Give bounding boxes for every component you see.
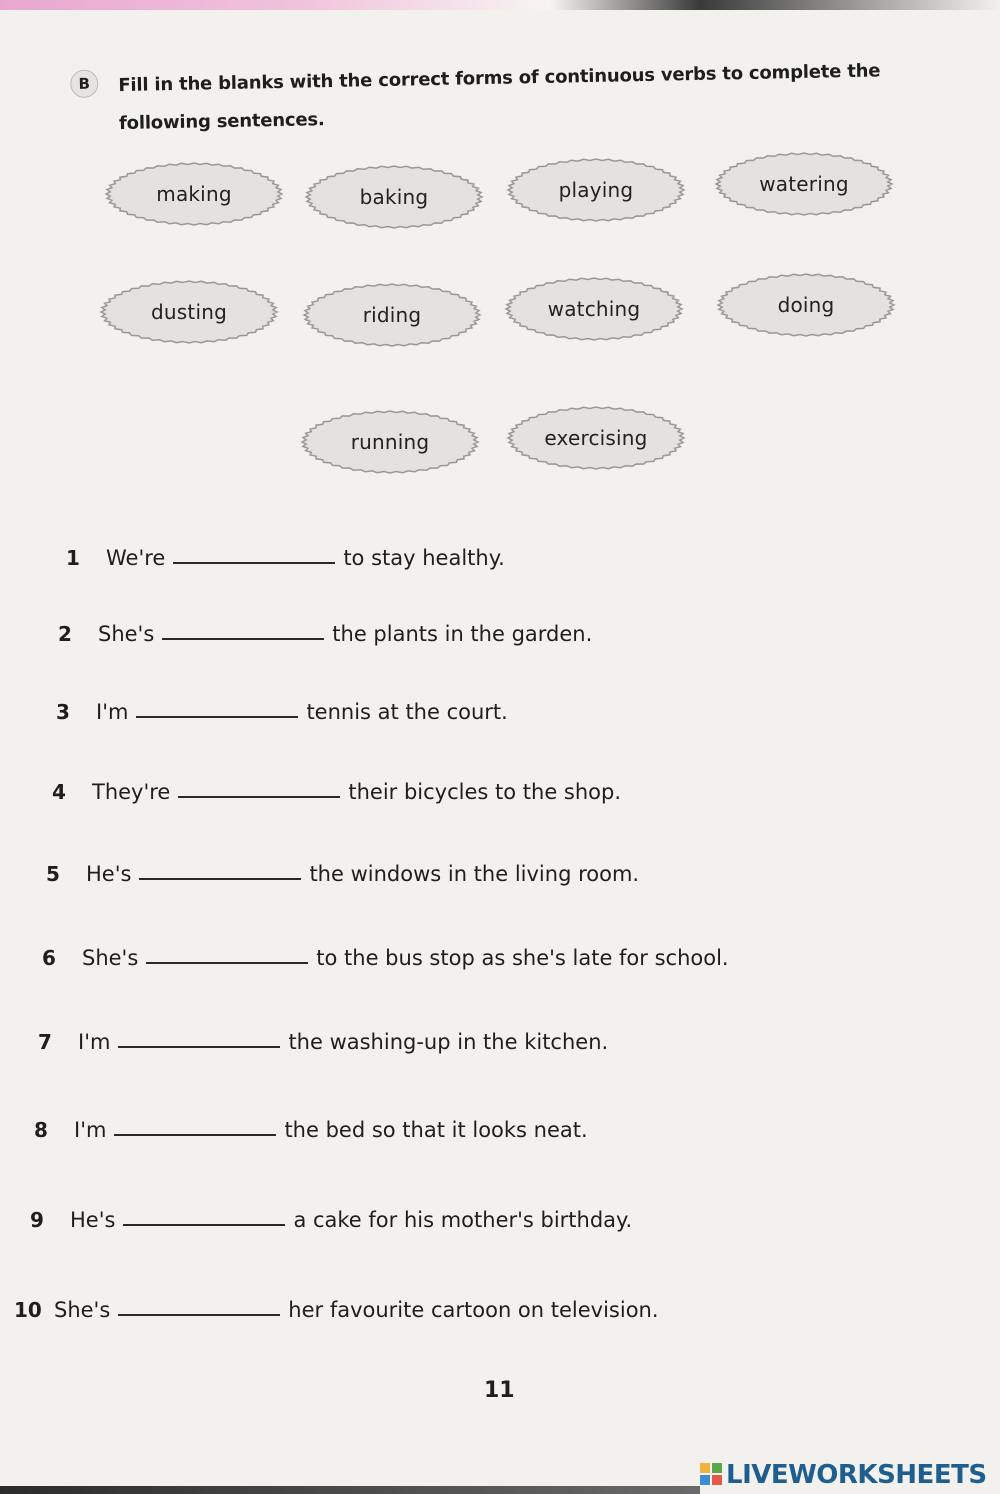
sentence-rest: her favourite cartoon on television. — [288, 1298, 659, 1322]
section-badge: B — [70, 69, 99, 98]
liveworksheets-logo — [700, 1458, 987, 1492]
sentence-subject: I'm — [74, 1118, 107, 1142]
sentence-rest: the windows in the living room. — [309, 862, 640, 886]
sentence-number: 5 — [46, 862, 60, 886]
answer-blank[interactable] — [139, 877, 301, 880]
sentence-number: 6 — [42, 946, 56, 970]
sentence-subject: I'm — [96, 700, 129, 724]
sentence-row — [14, 1282, 659, 1322]
word-chip-label: exercising — [544, 426, 648, 450]
answer-blank[interactable] — [178, 795, 340, 798]
sentence-number: 4 — [52, 780, 66, 804]
sentence-number: 10 — [14, 1298, 42, 1322]
sentence-row — [66, 530, 505, 570]
sentence-rest: the plants in the garden. — [332, 622, 593, 646]
word-chip-label: dusting — [151, 300, 227, 324]
sentence-row — [42, 930, 729, 970]
word-chip-label: riding — [362, 303, 422, 327]
watermark-text: LIVEWORKSHEETS — [726, 1460, 987, 1490]
word-chip-label: watching — [547, 297, 641, 321]
answer-blank[interactable] — [123, 1223, 285, 1226]
answer-blank[interactable] — [173, 561, 335, 564]
answer-blank[interactable] — [162, 637, 324, 640]
sentence-subject: She's — [82, 946, 139, 970]
sentence-subject: They're — [92, 780, 171, 804]
word-chip-label: running — [350, 430, 430, 454]
word-chip — [95, 275, 283, 349]
sentence-row — [56, 684, 508, 724]
sentence-subject: I'm — [78, 1030, 111, 1054]
sentence-number: 1 — [66, 546, 80, 570]
word-chip — [100, 157, 288, 231]
word-chip — [298, 278, 486, 352]
sentence-rest: the bed so that it looks neat. — [284, 1118, 588, 1142]
sentence-rest: the washing-up in the kitchen. — [288, 1030, 609, 1054]
sentence-subject: She's — [98, 622, 155, 646]
word-chip — [500, 272, 688, 346]
word-chip — [502, 153, 690, 227]
sentence-subject: He's — [70, 1208, 116, 1232]
word-chip — [296, 405, 484, 479]
instruction-text: Fill in the blanks with the correct forms of continuous verbs to complete the following sentences. — [118, 60, 881, 135]
word-chip — [502, 401, 690, 475]
sentence-number: 8 — [34, 1118, 48, 1142]
sentence-rest: their bicycles to the shop. — [348, 780, 622, 804]
word-chip — [300, 160, 488, 234]
sentence-row — [34, 1102, 588, 1142]
sentence-subject: He's — [86, 862, 132, 886]
sentence-number: 3 — [56, 700, 70, 724]
sentence-rest: tennis at the court. — [306, 700, 508, 724]
answer-blank[interactable] — [118, 1313, 280, 1316]
sentence-number: 9 — [30, 1208, 44, 1232]
sentence-subject: She's — [54, 1298, 111, 1322]
word-chip — [712, 268, 900, 342]
sentence-row — [30, 1192, 632, 1232]
sentence-row — [52, 764, 621, 804]
answer-blank[interactable] — [146, 961, 308, 964]
sentence-rest: a cake for his mother's birthday. — [293, 1208, 633, 1232]
word-chip-label: playing — [558, 178, 634, 202]
sentence-subject: We're — [106, 546, 166, 570]
answer-blank[interactable] — [114, 1133, 276, 1136]
sentence-rest: to the bus stop as she's late for school. — [316, 946, 729, 970]
sentence-number: 7 — [38, 1030, 52, 1054]
word-chip-label: making — [156, 182, 232, 206]
word-bank — [0, 0, 1000, 500]
page-bottom-edge — [0, 1486, 700, 1494]
page-number: 11 — [484, 1378, 515, 1403]
answer-blank[interactable] — [136, 715, 298, 718]
answer-blank[interactable] — [118, 1045, 280, 1048]
sentence-row — [58, 606, 592, 646]
word-chip-label: doing — [777, 293, 835, 317]
sentence-row — [38, 1014, 608, 1054]
word-chip — [710, 147, 898, 221]
word-chip-label: baking — [359, 185, 429, 209]
sentence-rest: to stay healthy. — [343, 546, 505, 570]
word-chip-label: watering — [759, 172, 849, 196]
sentence-number: 2 — [58, 622, 72, 646]
grid-icon — [700, 1463, 722, 1487]
sentence-row — [46, 846, 639, 886]
